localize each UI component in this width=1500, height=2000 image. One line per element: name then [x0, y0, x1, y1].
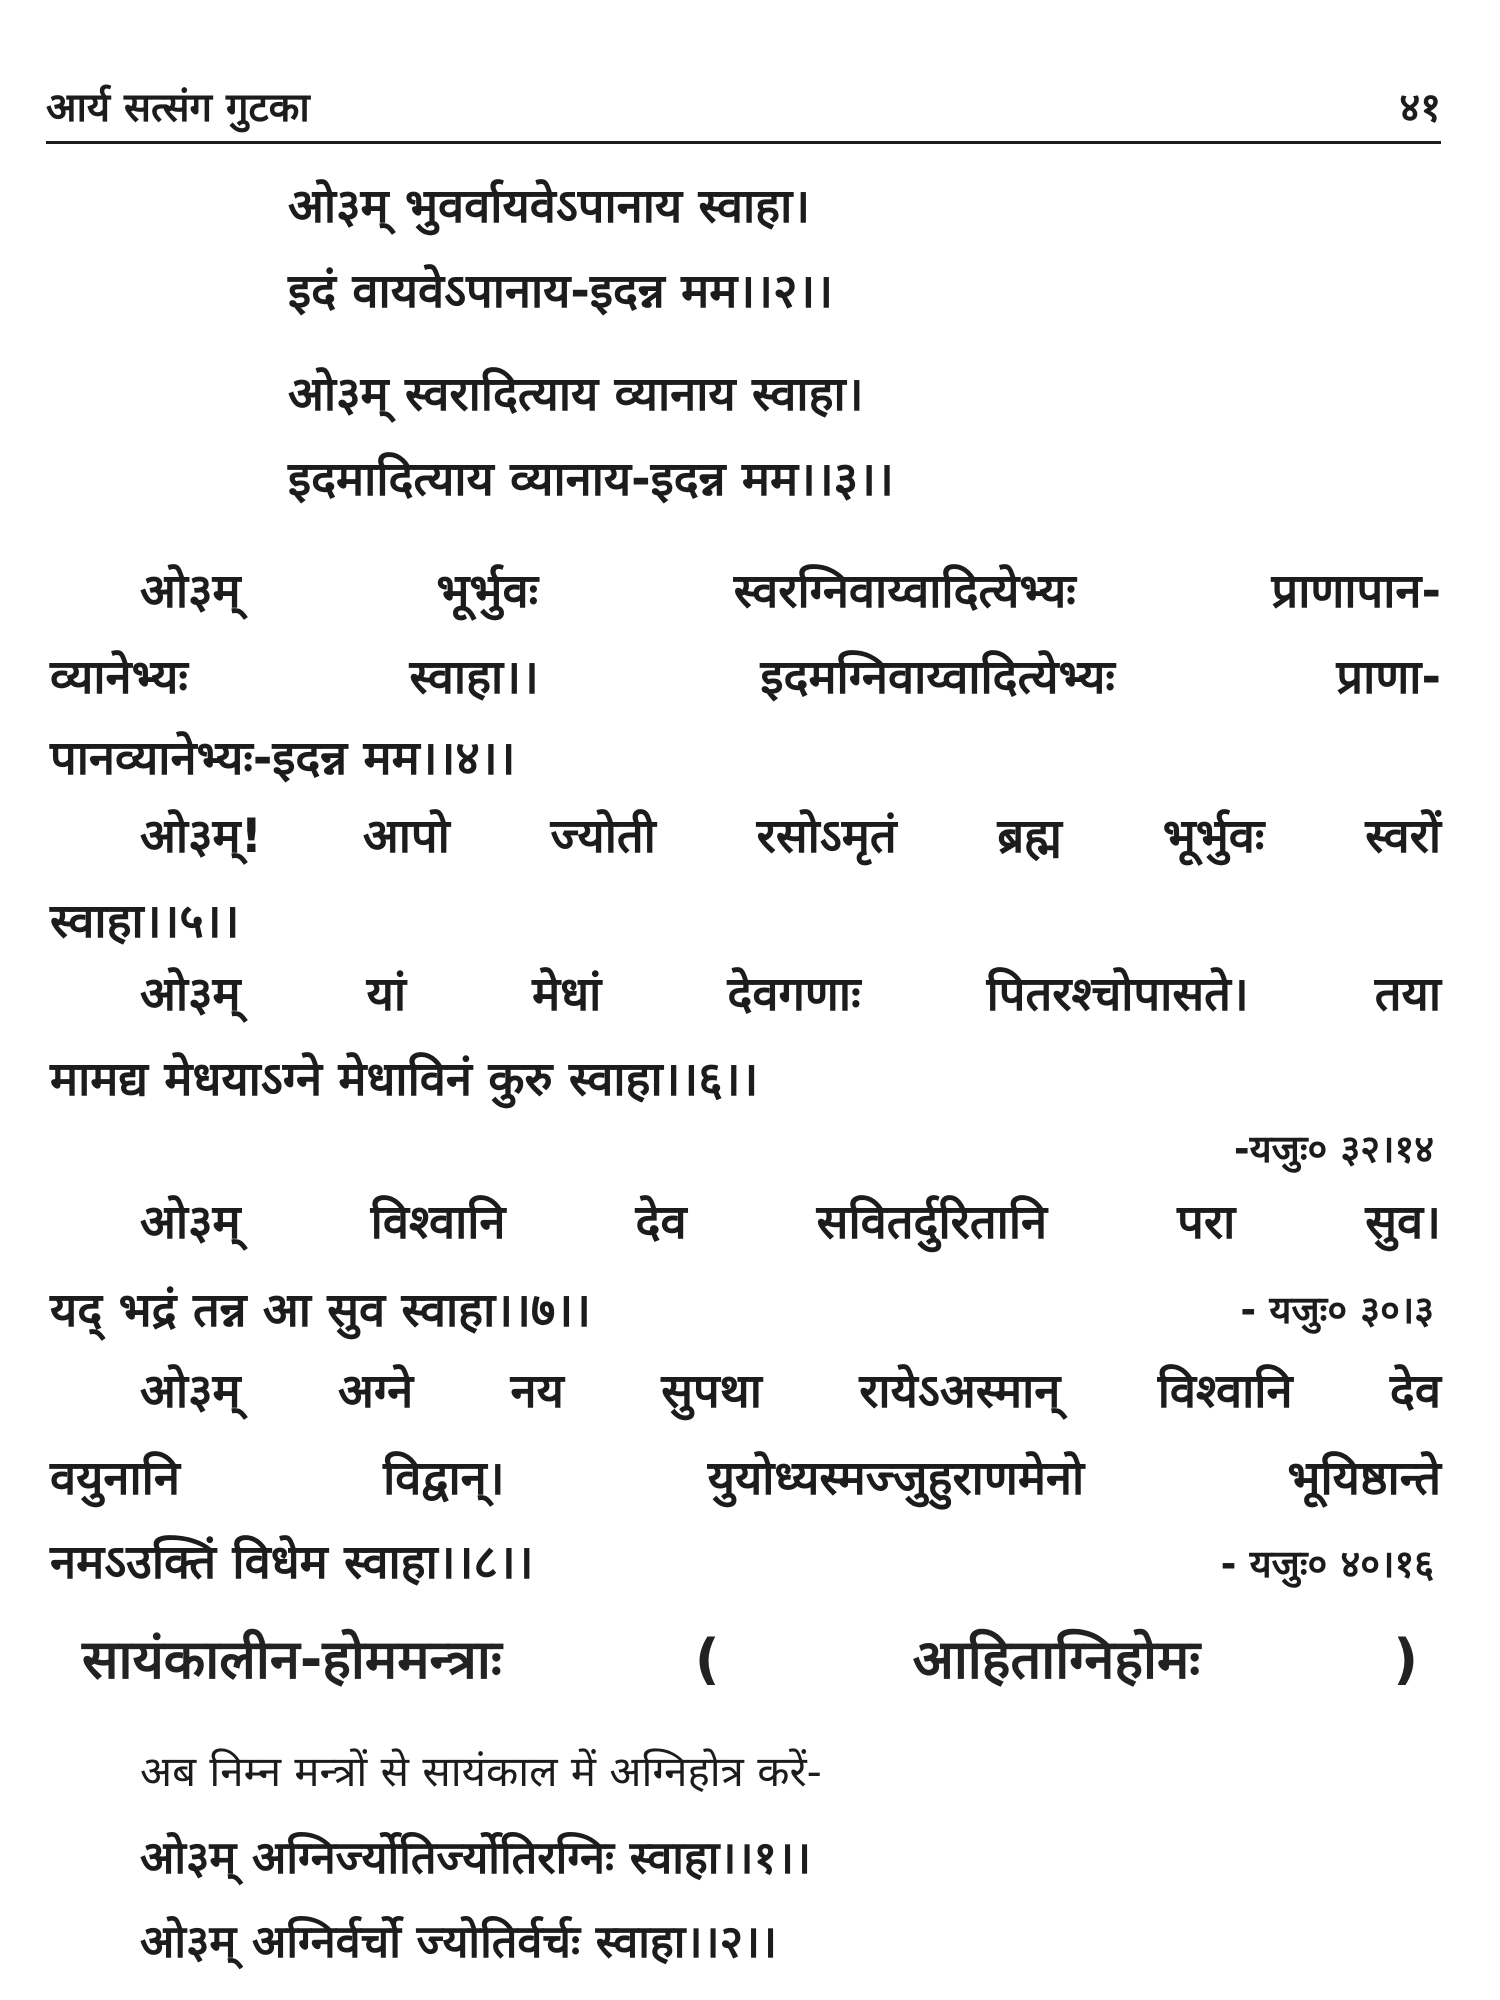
mantra-line: व्यानेभ्यः स्वाहा।। इदमग्निवाय्वादित्येभ्यः प्राणा- [50, 650, 1441, 705]
mantra-line: ओ३म् यां मेधां देवगणाः पितरश्चोपासते। तया [140, 967, 1441, 1022]
mantra-line: ओ३म्! आपो ज्योती रसोऽमृतं ब्रह्म भूर्भुवः स्वरों [140, 809, 1441, 864]
section-heading: सायंकालीन-होममन्त्राः ( आहिताग्निहोमः ) [82, 1628, 1418, 1691]
mantra-line: पानव्यानेभ्यः-इदन्न मम।।४।। [50, 731, 516, 786]
header-rule [46, 141, 1441, 144]
page-header [46, 70, 1441, 140]
mantra-line: मामद्य मेधयाऽग्ने मेधाविनं कुरु स्वाहा।।६।। [50, 1052, 759, 1107]
mantra-line: स्वाहा।।५।। [50, 894, 240, 949]
mantra-line: ओ३म् भूर्भुवः स्वरग्निवाय्वादित्येभ्यः प्राणापान- [140, 564, 1441, 619]
mantra-line: इदमादित्याय व्यानाय-इदन्न मम।।३।। [288, 452, 894, 507]
scripture-reference: - यजुः० ४०।१६ [1220, 1542, 1434, 1586]
mantra-line: यद् भद्रं तन्न आ सुव स्वाहा।।७।। [50, 1283, 591, 1338]
mantra-line: ओ३म् स्वरादित्याय व्यानाय स्वाहा। [288, 367, 864, 422]
mantra-line: नमऽउक्तिं विधेम स्वाहा।।८।। [50, 1535, 534, 1590]
instruction-line: अब निम्न मन्त्रों से सायंकाल में अग्निहोत्र करें- [140, 1747, 822, 1796]
scripture-reference: -यजुः० ३२।१४ [1233, 1127, 1434, 1171]
page-number: ४१ [1399, 85, 1441, 131]
mantra-line: ओ३म् अग्ने नय सुपथा रायेऽअस्मान् विश्वानि देव [140, 1364, 1441, 1419]
mantra-line: ओ३म् अग्निर्ज्योतिर्ज्योतिरग्निः स्वाहा।।१।। [140, 1831, 812, 1884]
mantra-line: ओ३म् विश्वानि देव सवितर्दुरितानि परा सुव। [140, 1195, 1441, 1250]
book-title: आर्य सत्संग गुटका [46, 85, 310, 131]
mantra-line: इदं वायवेऽपानाय-इदन्न मम।।२।। [288, 264, 834, 319]
mantra-line: वयुनानि विद्वान्। युयोध्यस्मज्जुहुराणमेनो भूयिष्ठान्ते [50, 1451, 1441, 1506]
scripture-reference: - यजुः० ३०।३ [1240, 1288, 1434, 1332]
mantra-line: ओ३म् अग्निर्वर्चो ज्योतिर्वर्चः स्वाहा।।२।। [140, 1915, 778, 1968]
mantra-line: ओ३म् भुवर्वायवेऽपानाय स्वाहा। [288, 179, 811, 234]
